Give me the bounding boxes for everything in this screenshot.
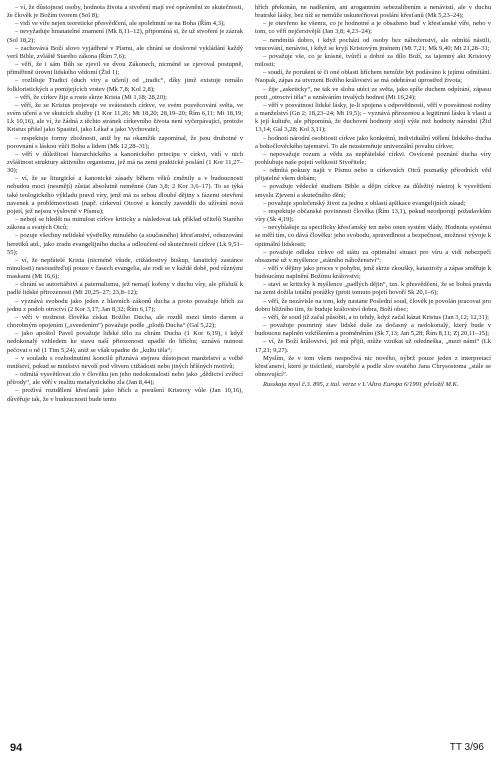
paragraph: – jako apoštol Pavel považuje lidské tělo za chrám Ducha (1 Kor 6,19), i když nedokonalý vzhledem ke stavu naší přirozenosti upadlé do hříchu; uznává nutnost pečovat o ně (1 Tim 5,24), aniž se však upadne do „kultu těla“; (7, 330, 243, 354)
paragraph: – respektuje občanské povinnosti člověka (Řím 13,1), pokud neodporují požadavkům víry (Sk 4,19); (255, 207, 491, 224)
closing-paragraph: Myslím, že v tom všem nespočívá nic nového, nýbrž pouze jeden z interpretací křesťanství, které je tisícileté, starobylé a podle slov svatého Jana Chrysostoma „stále se obnovující“. (255, 354, 491, 379)
paragraph: – vidí ve víře nejen teoretické přesvědčení, ale spolehnutí se na Boha (Řím 4,3); (15, 20, 225, 28)
paragraph: – považuje vědecké studium Bible a dějin církve za důležitý nástroj k vysvětlení smyslu Zjevení a skutečného dění; (255, 183, 491, 199)
paragraph: – věří, že soud již začal působit, a to tehdy, když začal kázat Kristus (Jan 3,12; 12,31); (263, 313, 489, 321)
paragraph: – nebojí se hledět na minulost církve kriticky a následovat tak příklad učitelů Starého zákona a svatých Otců; (7, 216, 243, 232)
paragraph: – odmítá vysvětlovat zlo v člověku jen jeho nedokonalostí nebo jako „dědictví zvířecí přírody“, ale věří v realitu metafyzického zla (Jan 8,44); (7, 371, 243, 387)
paragraph: – nepovažuje rozum a vědu za nepřátelské církvi. Osvícené poznání ducha víry prohlubuje naše pojetí velikosti Stvořitele; (255, 150, 491, 166)
paragraph: – nevyhlašuje za specificky křesťanský ten nebo onen systém vlády. Hodnota systému se měří tím, co dává člověku: jeho svobodu, spravedlnost a bezpečnost, možnost vývoje k optimální lidskosti; (255, 224, 491, 248)
source-note: Russkaja mysl č.3. 895, z ital. verze v L’Altra Europa 6/1991 přeložil M.K. (263, 381, 459, 389)
paragraph: – věří v důležitost hierarchického a kanonického principu v církvi, vidí v nich zvláštnost struktury aktivního organismu, jež má na zemi praktické poslání (1 Kor 11,27–30); (7, 150, 243, 175)
paragraph: – věří, že nezávisle na tom, kdy nastane Poslední soud, člověk je povolán pracovat pro dobro bližního tím, že buduje království dobra, Boží obec; (255, 297, 491, 313)
paragraph: – nendmítá dobro, i když pochází od osoby bez náboženství, ale odmítá nástili, vnucování, nenávist, i když se kryjí Kristovým jménem (Mt 7,21; Mk 9,40; Mt 21,28–31; (255, 36, 491, 52)
paragraph: – v souladu s rozhodnutími koncilů přiznává stejnou důstojnost manželství a volbě mnišství, pokud se mnišství nevolí pod vlivem ctižádosti nebo jiných hříšných motivů; (7, 354, 243, 370)
paragraph: – považuje vše, co je krásné, tvůrčí a dobré za dílo Boží, za tajemný akt Kristovy milosti; (255, 52, 491, 69)
paragraph: – věří, že i sám Bůh se zjevil ve dvou Zákonech, nicméně se zjevoval postupně, přiměřeně úrovni lidského vědomí (Žid 1); (7, 61, 243, 77)
right-column (255, 4, 491, 389)
paragraph: – nevyžaduje hmatatelné znamení (Mk 8,11–12), připomíná si, že už stvoření je zázrak (Sol 18,2); (7, 28, 243, 44)
paragraph: – považuje společenský život za jednu z oblastí aplikace evangelijních zásad; (263, 199, 466, 207)
paragraph: – žije „asketicky“, ne tak ve slohu utéci ze světa, jako spíše duchem odpírání, zápasu proti „otroctví těla“ a uznáváním trvalých hodnot (Mt 16,24); (255, 85, 491, 101)
paragraph: – věří v posvátnost lidské lásky, je-li spojena s odpovědností, věří v posvátnost rodiny a manželství (Gn 2; 18,23–24; Mt 19,5); – vyznává přirozenou a legitimní lásku k vlasti a k její kultuře, ale připomíná, že duchovní hodnoty stojí výše než hodnoty národní (Žid 13,14; Gal 3,28; Kol 3,11); (255, 101, 491, 134)
paragraph: – věří v možnost člověka získat Božího Ducha, ale rozdíl mezi tímto darem a chorobným opojením („sveedením“) považuje podle „plodů Ducha“ (Gal 5,22); (7, 313, 243, 330)
paragraph: – ví, že důstojnost osoby, hodnota života a stvoření mají své oprávnění ze skutečnosti, že člověk je Božím tvorem (Sol 8); (7, 4, 243, 20)
paragraph: – soudí, že porušení té či oné oblasti hříchem nemůže být podáváno k jejímu odmítání. Naopak, zápas za utvrzení Božího království se má odehrávat uprostřed života; (255, 69, 491, 85)
paragraph: – pozuje všechny nelidské výstřelky minulého (a současného) křesťanství, odsuzování heretiků atd., jako zradu evangelijního ducha a odloučení od skutečnosti církve (Lk 9,51–55); (7, 232, 243, 256)
paragraph: – považuje posmrtný stav lidské duše za dočasný a nedokonalý, který bude v budoucnu naplněn vzkříšením a proměněním (Sk 7,13; Jan 5,28; Řím 8,11; Zj 20,11–15); (255, 322, 491, 338)
paragraph: – vyznává svobodu jako jeden z hlavních zákonů ducha a proto považuje hřích za jednu z podob otroctví (2 Kor 3,17; Jan 8,32; Řím 6,17); (7, 297, 243, 313)
paragraph: – věří, že církev žije a roste skrze Krista (Mt 1,18; 28,20); (15, 93, 167, 101)
paragraph: – staví se kriticky k myšlence „padlých dějin“, tzn. k přesvědčení, že se bobrá pravda na zemi dožila totální porážky (proti tomuto pojetí hovoří Sk 20,1–6); (255, 281, 491, 297)
page-footer (0, 738, 500, 760)
paragraph: – prožívá roztdělení křesťanů jako hřích a porušení Kristovy vůle (Jan 10,16), důvěřuje tak, že v budoucnosti bude tento (7, 387, 243, 403)
paragraph: – zachovává Boží slovo vyjádřené v Písmu, ale chrání se doslovné vykládání každý verš Bible, zvláště Starého zákona (Řím 7,6); (7, 44, 243, 60)
paragraph: – je otevřeno ke všemu, co je hodnotné a je obsaženo buď v křesťanské víře, nebo v tom, co věří nejčerstvější (Jan 3,8; 4,23–24); (255, 20, 491, 36)
paragraph: hřích překonán, ne nadšením, ani arogantním sebezalíbením a nenávistí, ale v duchu bratrské lásky, bez níž se nemůže uskutečňovat poslání křesťanů (Mk 5,23–24); (255, 4, 491, 20)
paragraph: – hodnotí národní osobitosti církve jako konkrétní, individuální vtělení lidského ducha a bohočlověckého tajemství. To ale nezatemňuje univerzální povahu církve; (255, 134, 491, 150)
paragraph: – chrání se autoritářství a paternalismu, jež nemají kořeny v duchu víry, ale přísluší k padlé lidské přirozenosti (Mt 20,25–27; 23,8–12); (7, 281, 243, 297)
paragraph: – respektuje formy zbožnosti, aniž by na okamžik zapomínal, že jsou druhotné v porovnání s láskou vůči Bohu a lidem (Mk 12,28–31); (7, 134, 243, 150)
paragraph: – rozlišuje Tradici (duch víry a učení) od „tradic“, díky jimž existuje remálo folkloristických a pomíjejících vrstev (Mk 7,8; Kol 2,8); (7, 77, 243, 93)
paragraph: – věří v dějiny jako proces v pohybu, jenž skrze zkoušky, katastrofy a zápas směřuje k budoucímu naplnění Božímu království; (255, 265, 491, 281)
paragraph: – ví, že se liturgické a kanonické zásady během věků změnily a v budoucnosti nebudou moci (nesmějí) zůstat absolutně neměnné (Jan 3,8; 2 Kor 3,6–17). To se týká také teologického výkladu pravd víry, jenž má za sebou dlouhé dějiny s fázemi otevření navenek a problémovitosti (např. církevní Otcové a koncily zaveddli do užívání nová pojetí, jež nejsou výslovně v Písmu); (7, 175, 243, 215)
paragraph: – věří, že se Kristus projevuje ve svátostech církve, ve svém posvěcování světa, ve svém učení a ve skutcích služby (1 Kor 11,26; Mt 18,20; 28,19–20; Řím 6,11; Mt 18,19; Lk 10,16), ale ví, že žádná z těchto stránek církevního života není vyčerpávající, protože Kristus přišel jako Spasitel, jako Lékař a jako Vychovatel; (7, 101, 243, 134)
paragraph: – považuje odluku církve od státu za optimální situaci pro víru a vidí nebezpečí obsazené už v myšlence „státního náboženství“; (255, 248, 491, 264)
paragraph: – ví, že Boží království, jež má přijít, může vznikat už odedneška, „mezi námi“ (Lk 17,21; 9,27). (255, 338, 491, 354)
paragraph: – odmítá pokusy najít v Písmu nebo u církevních Otců poznatky přírodních věd přijatelné všem dobám; (255, 167, 491, 183)
paragraph: – ví, že nepřátelé Krista (nicméně všude, ctižádostivý biskup, fanatický zastánce minulosti) nesoustřeďují pouze v časech evangelia, ale rodí se v každé době, pod různými maskami (Mt 16,6); (7, 256, 243, 281)
page-number: 94 (10, 742, 23, 754)
left-column (7, 4, 243, 404)
issue-label: TT 3/96 (449, 742, 484, 753)
